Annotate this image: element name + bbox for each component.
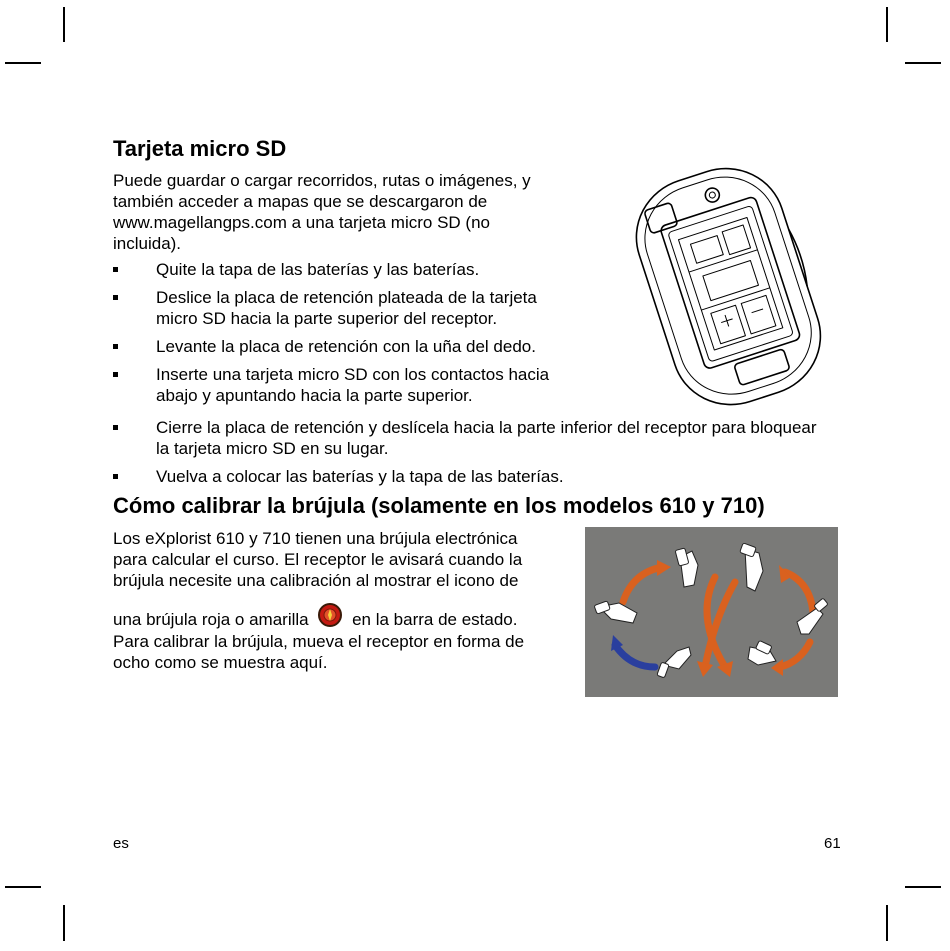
crop-mark xyxy=(63,7,65,42)
compass-paragraph xyxy=(113,528,573,591)
crop-mark xyxy=(886,905,888,941)
list-item-text: Levante la placa de retención con la uña del dedo. xyxy=(156,337,536,356)
crop-mark xyxy=(886,7,888,42)
intro-paragraph xyxy=(113,170,583,254)
section-title-micro-sd: Tarjeta micro SD xyxy=(113,136,287,161)
bullet-marker xyxy=(113,474,118,479)
crop-mark xyxy=(905,886,941,888)
list-item-text: Quite la tapa de las baterías y las baterías. xyxy=(156,260,480,279)
text-line: Los eXplorist 610 y 710 tienen una brújula electrónica xyxy=(113,529,518,548)
text-line: Para calibrar la brújula, mueva el receptor en forma de xyxy=(113,632,525,651)
text-line: incluida). xyxy=(113,234,182,253)
bullet-marker xyxy=(113,344,118,349)
bullet-marker xyxy=(113,372,118,377)
page-number: 61 xyxy=(824,835,841,852)
text-line: brújula necesite una calibración al mostrar el icono de xyxy=(113,571,519,590)
text-span: una brújula roja o amarilla xyxy=(113,610,309,629)
text-line: www.magellangps.com a una tarjeta micro SD (no xyxy=(113,213,490,232)
list-item-text xyxy=(156,287,537,329)
text-line: Inserte una tarjeta micro SD con los contactos hacia xyxy=(156,365,550,384)
text-line: Deslice la placa de retención plateada de la tarjeta xyxy=(156,288,537,307)
compass-warning-icon xyxy=(317,602,343,628)
crop-mark xyxy=(5,886,41,888)
section-title-compass-calibration: Cómo calibrar la brújula (solamente en los modelos 610 y 710) xyxy=(113,493,765,518)
bullet-marker xyxy=(113,267,118,272)
receiver-battery-compartment-illustration xyxy=(615,160,845,412)
footer-language: es xyxy=(113,835,129,852)
crop-mark xyxy=(905,62,941,64)
list-item-text xyxy=(156,364,549,406)
bullet-marker xyxy=(113,295,118,300)
text-line: para calcular el curso. El receptor le avisará cuando la xyxy=(113,550,523,569)
figure-eight-calibration-illustration xyxy=(585,527,838,697)
bullet-marker xyxy=(113,425,118,430)
list-item-text: Vuelva a colocar las baterías y la tapa de las baterías. xyxy=(156,467,564,486)
list-item-text xyxy=(156,417,817,459)
text-line: la tarjeta micro SD en su lugar. xyxy=(156,439,389,458)
compass-instruction-paragraph xyxy=(113,631,583,673)
text-line: abajo y apuntando hacia la parte superior. xyxy=(156,386,473,405)
compass-paragraph-last-line xyxy=(113,602,583,630)
text-line: Cierre la placa de retención y deslícela hacia la parte inferior del receptor para bloquear xyxy=(156,418,817,437)
text-line: ocho como se muestra aquí. xyxy=(113,653,328,672)
crop-mark xyxy=(63,905,65,941)
text-span: en la barra de estado. xyxy=(352,610,518,629)
text-line: Puede guardar o cargar recorridos, rutas o imágenes, y xyxy=(113,171,531,190)
text-line: también acceder a mapas que se descargaron de xyxy=(113,192,488,211)
crop-mark xyxy=(5,62,41,64)
text-line: micro SD hacia la parte superior del receptor. xyxy=(156,309,498,328)
